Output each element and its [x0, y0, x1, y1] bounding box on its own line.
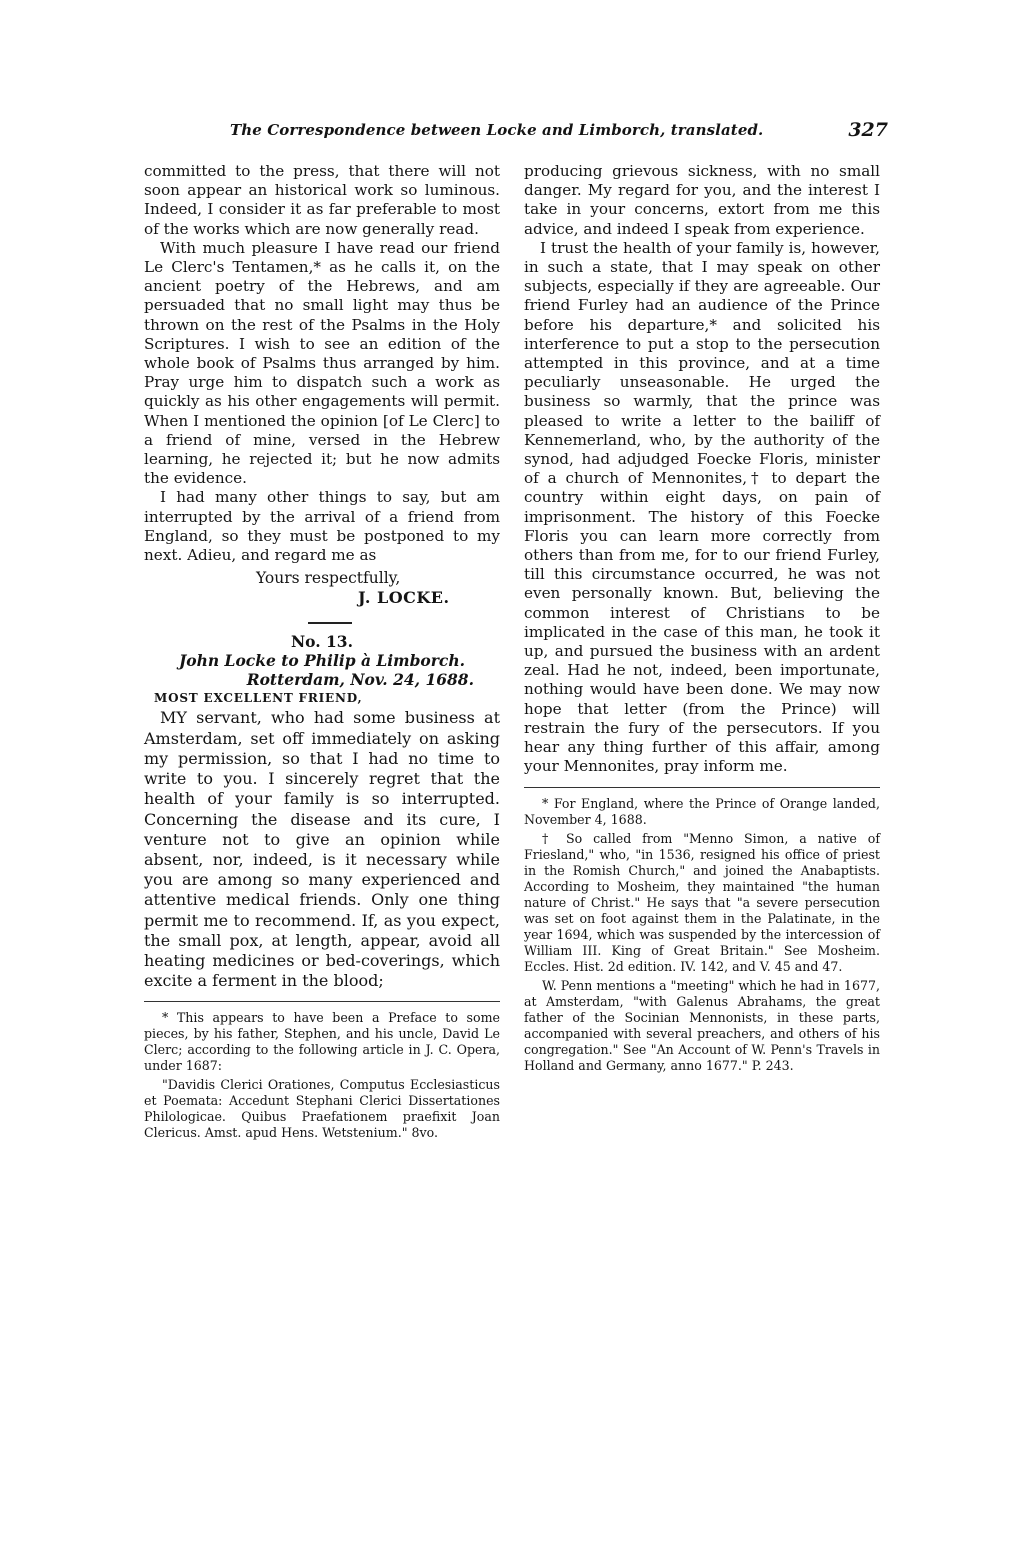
- salutation: MOST EXCELLENT FRIEND,: [154, 691, 363, 706]
- left-paragraph-3: I had many other things to say, but am interrupted by the arrival of a friend from England, so they must be postponed to my next. Adieu, and regard me as: [144, 488, 500, 565]
- left-paragraph-1: committed to the press, that there will not soon appear an historical work so luminous. Indeed, I consider it as far preferable to most of the works which are now generally read.: [144, 162, 500, 238]
- footnote: "Davidis Clerici Orationes, Computus Ecclesiasticus et Poemata: Accedunt Stephani Clerici Dissertationes Philologicae. Quibus Praefationem praefixit Joan Clericus. Amst. apud Hens. Wetstenium." 8vo.: [144, 1077, 500, 1141]
- right-paragraph-1: producing grievous sickness, with no small danger. My regard for you, and the interest I take in your concerns, extort from me this advice, and indeed I speak from experience.: [524, 162, 880, 238]
- letter-body: MY servant, who had some business at Amsterdam, set off immediately on asking my permission, so that I had no time to write to you. I sincerely regret that the health of your family is so interrupted. Concerning the disease and its cure, I venture not to give an opinion while absent, nor, indeed, is it necessary while you are among so many experienced and attentive medical friends. Only one thing permit me to recommend. If, as you expect, the small pox, at length, appear, avoid all heating medicines or bed-coverings, which excite a ferment in the blood;: [144, 708, 500, 991]
- left-paragraph-2: With much pleasure I have read our friend Le Clerc's Tentamen,* as he calls it, on the ancient poetry of the Hebrews, and am persuaded that no small light may thus be thrown on the rest of the Psalms in the Holy Scriptures. I wish to see an edition of the whole book of Psalms thus arranged by him. Pray urge him to dispatch such a work as quickly as his other engagements will permit. When I mentioned the opinion [of Le Clerc] to a friend of mine, versed in the Hebrew learning, he rejected it; but he now admits the evidence.: [144, 238, 500, 488]
- letter-number: No. 13.: [291, 631, 353, 651]
- section-divider: [308, 622, 352, 624]
- footnote-rule: [524, 787, 880, 788]
- right-paragraph-2: I trust the health of your family is, however, in such a state, that I may speak on other subjects, especially if they are agreeable. Our friend Furley had an audience of the Prince before his departure,* and solicited his interference to put a stop to the persecution attempted in this province, and at a time peculiarly unseasonable. He urged the business so warmly, that the prince was pleased to write a letter to the bailiff of Kennemerland, who, by the authority of the synod, had adjudged Foecke Floris, minister of a church of Mennonites,† to depart the country within eight days, on pain of imprisonment. The history of this Foecke Floris you can learn more correctly from others than from me, for to our friend Furley, till this circumstance occurred, he was not even personally known. But, believing the common interest of Christians to be implicated in the case of this man, he took it up, and pursued the business with an ardent zeal. Had he not, indeed, been importunate, nothing would have been done. We may now hope that letter (from the Prince) will restrain the fury of the persecutors. If you hear any thing further of this affair, among your Mennonites, pray inform me.: [524, 238, 880, 776]
- signature: J. LOCKE.: [358, 588, 450, 608]
- footnote: W. Penn mentions a "meeting" which he had in 1677, at Amsterdam, "with Galenus Abrahams, the great father of the Socinian Mennonists, in these parts, accompanied with several preachers, and others of his congregation." See "An Account of W. Penn's Travels in Holland and Germany, anno 1677." P. 243.: [524, 977, 880, 1073]
- sign-off: Yours respectfully,: [256, 569, 401, 588]
- dateline: Rotterdam, Nov. 24, 1688.: [246, 670, 474, 690]
- footnote: † So called from "Menno Simon, a native of Friesland," who, "in 1536, resigned his office of priest in the Romish Church," and joined the Anabaptists. According to Mosheim, they maintained "the human nature of Christ." He says that "a severe persecution was set on foot against them in the Palatinate, in the year 1694, which was suspended by the intercession of William III. King of Great Britain." See Mosheim. Eccles. Hist. 2d edition. IV. 142, and V. 45 and 47.: [524, 830, 880, 974]
- running-title: The Correspondence between Locke and Limborch, translated.: [230, 121, 764, 139]
- footnote: * For England, where the Prince of Orange landed, November 4, 1688.: [524, 795, 880, 827]
- left-column: [144, 162, 500, 1141]
- letter-heading: John Locke to Philip à Limborch.: [178, 650, 466, 670]
- right-column: [524, 162, 880, 1074]
- running-header: [150, 121, 888, 149]
- page-number: 327: [848, 119, 888, 141]
- footnote: * This appears to have been a Preface to some pieces, by his father, Stephen, and his uncle, David Le Clerc; according to the following article in J. C. Opera, under 1687:: [144, 1010, 500, 1074]
- footnote-rule: [144, 1001, 500, 1002]
